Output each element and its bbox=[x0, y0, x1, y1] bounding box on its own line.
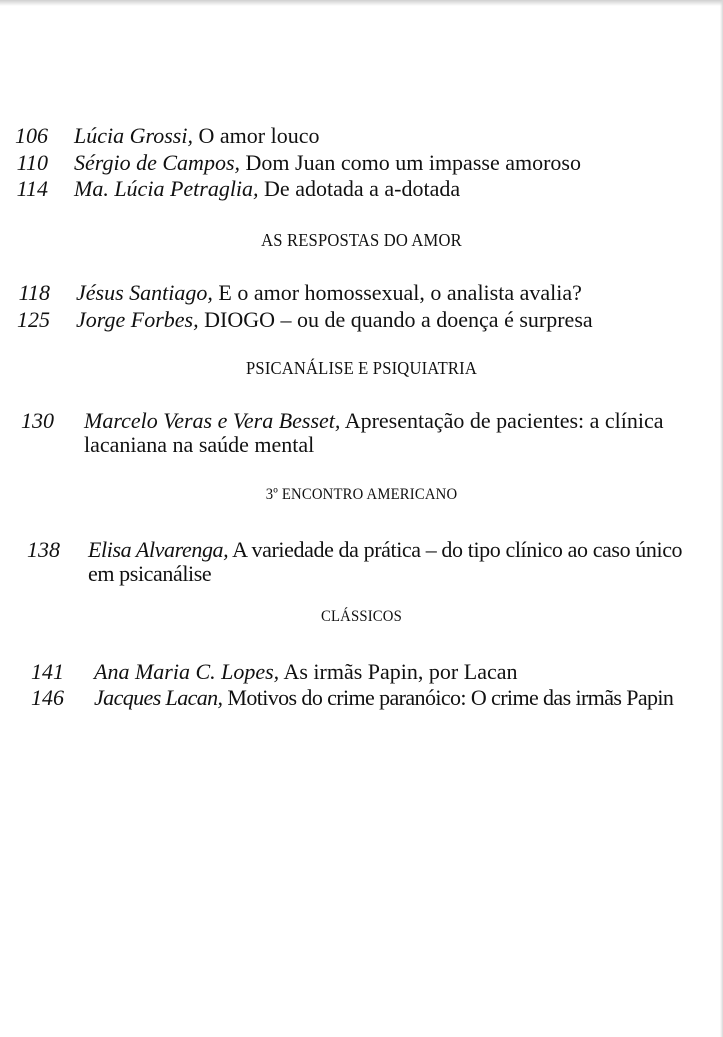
toc-title: A variedade da prática – do tipo clínico ao caso único em psicanálise bbox=[88, 537, 683, 586]
toc-entry-text bbox=[88, 538, 700, 586]
toc-author: Jacques Lacan, bbox=[94, 685, 223, 710]
toc-page-number: 130 bbox=[21, 408, 54, 433]
toc-page-number: 146 bbox=[31, 685, 64, 710]
toc-author: Lúcia Grossi, bbox=[74, 123, 193, 148]
toc-title: Apresentação de pacientes: a clínica lacaniana na saúde mental bbox=[84, 408, 664, 457]
toc-page-number: 118 bbox=[18, 280, 50, 305]
toc-title: Motivos do crime paranóico: O crime das irmãs Papin bbox=[227, 685, 674, 710]
toc-title: O amor louco bbox=[198, 123, 320, 148]
toc-page-number: 114 bbox=[16, 176, 48, 201]
toc-author: Jorge Forbes, bbox=[76, 307, 199, 332]
toc-entry-text bbox=[74, 124, 319, 148]
toc-entry-text bbox=[76, 281, 582, 305]
toc-entry-text bbox=[84, 409, 698, 457]
page-top-edge bbox=[0, 0, 723, 6]
toc-author: Sérgio de Campos, bbox=[74, 150, 241, 175]
toc-author: Jésus Santiago, bbox=[76, 280, 213, 305]
toc-page-number: 110 bbox=[16, 150, 48, 175]
toc-entry bbox=[24, 538, 700, 590]
toc-page-number: 138 bbox=[27, 537, 60, 562]
toc-page-number: 125 bbox=[17, 307, 50, 332]
toc-author: Ma. Lúcia Petraglia, bbox=[74, 176, 259, 201]
toc-title: De adotada a a-dotada bbox=[264, 176, 461, 201]
toc-entry-text bbox=[74, 177, 460, 201]
toc-page-number: 106 bbox=[15, 123, 48, 148]
toc-author: Elisa Alvarenga, bbox=[88, 537, 229, 562]
toc-entry bbox=[18, 409, 698, 461]
toc-author: Marcelo Veras e Vera Besset, bbox=[84, 408, 341, 433]
section-heading: 3º ENCONTRO AMERICANO bbox=[265, 486, 458, 503]
section-heading: PSICANÁLISE E PSIQUIATRIA bbox=[246, 358, 477, 378]
toc-title: Dom Juan como um impasse amoroso bbox=[245, 150, 581, 175]
toc-author: Ana Maria C. Lopes, bbox=[94, 659, 280, 684]
toc-title: As irmãs Papin, por Lacan bbox=[283, 659, 518, 684]
toc-entry-text bbox=[94, 660, 517, 684]
section-heading: CLÁSSICOS bbox=[320, 608, 403, 625]
toc-entry-text bbox=[94, 686, 673, 710]
toc-entry-text bbox=[76, 308, 593, 332]
toc-title: E o amor homossexual, o analista avalia? bbox=[218, 280, 582, 305]
toc-entry-text bbox=[74, 151, 581, 175]
toc-title: DIOGO – ou de quando a doença é surpresa bbox=[204, 307, 593, 332]
toc-page-number: 141 bbox=[31, 659, 64, 684]
section-heading: AS RESPOSTAS DO AMOR bbox=[261, 230, 462, 250]
